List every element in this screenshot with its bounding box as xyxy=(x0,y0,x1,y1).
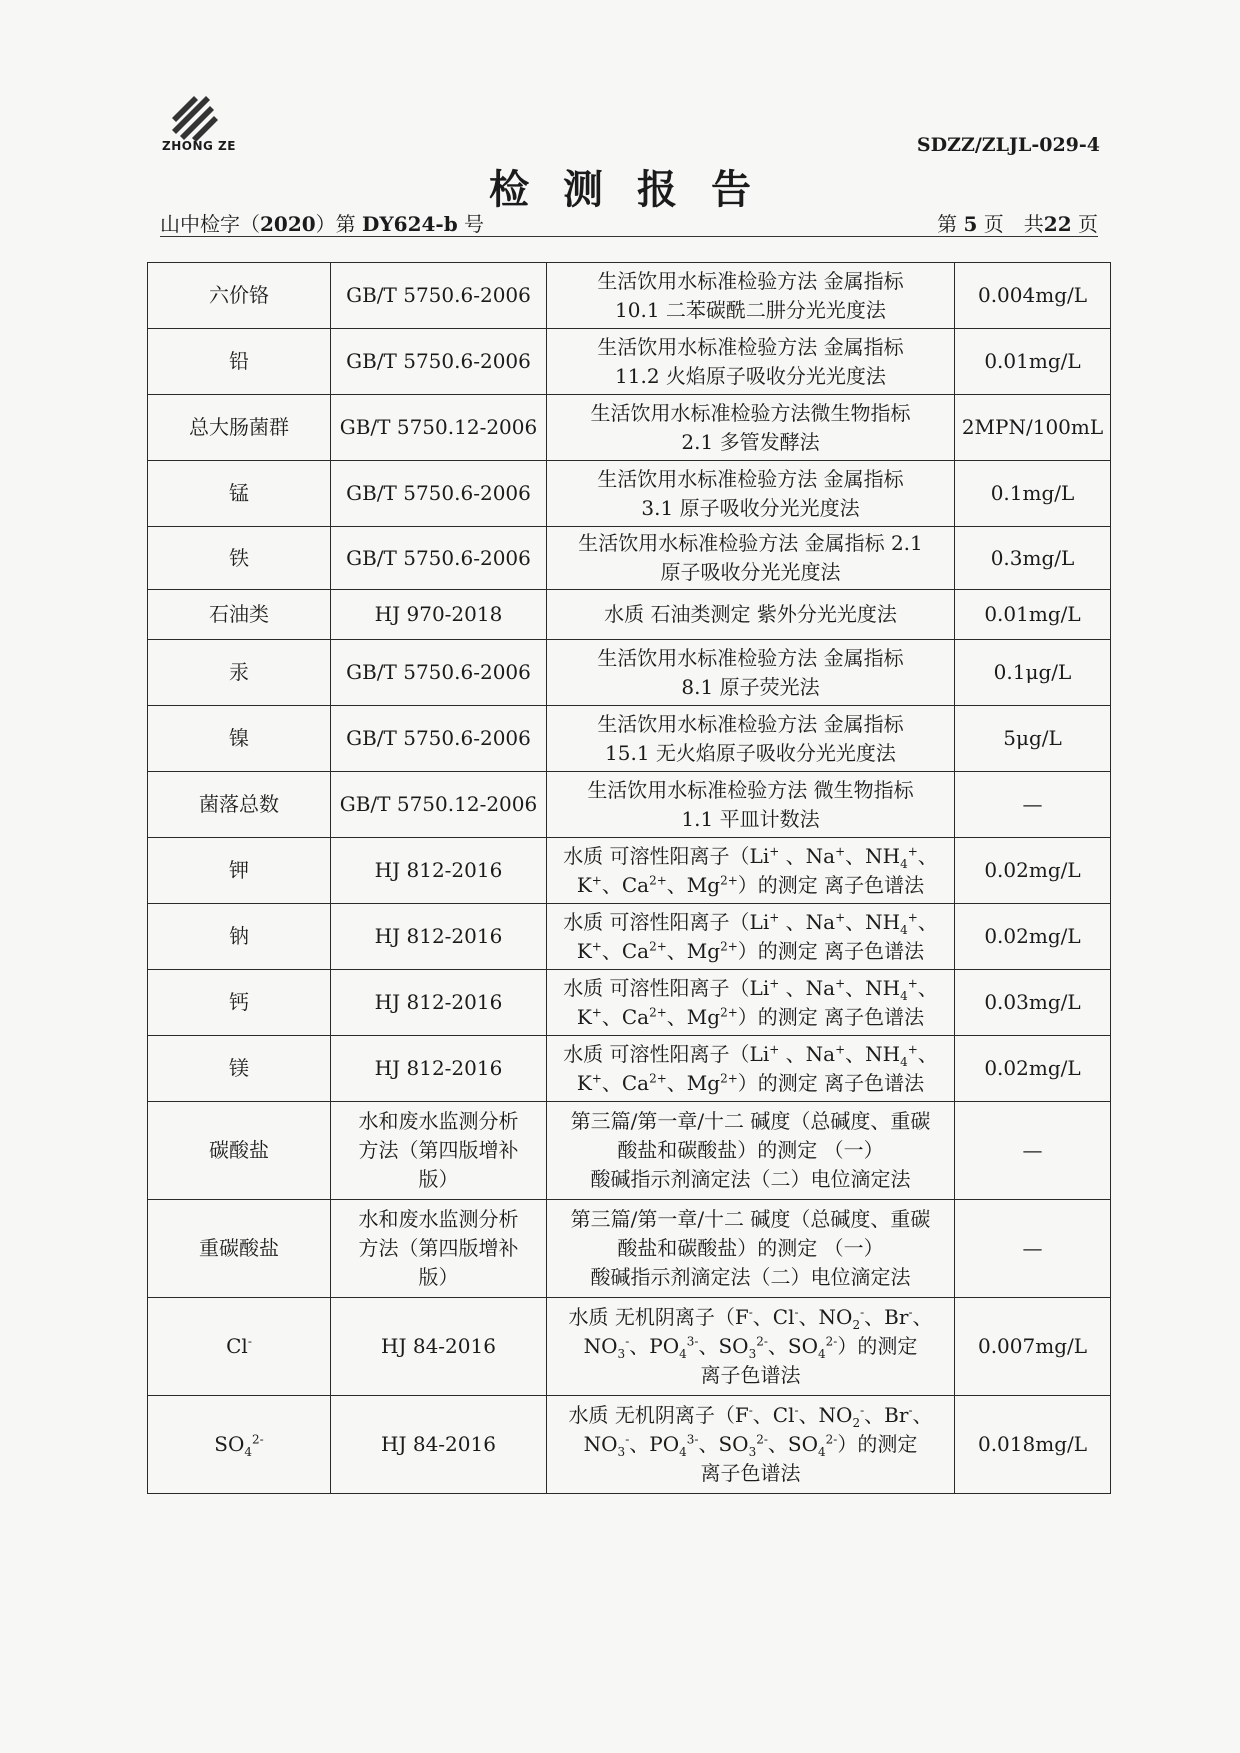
header-divider xyxy=(160,236,1098,237)
report-number: 山中检字（2020）第 DY624-b 号 xyxy=(160,212,485,236)
table-row xyxy=(148,904,1111,970)
detection-limit-cell: 0.03mg/L xyxy=(955,970,1111,1036)
test-item-cell: 镁 xyxy=(148,1036,331,1102)
standard-cell: 水和废水监测分析 方法（第四版增补 版） xyxy=(331,1200,547,1298)
test-item-cell: 重碳酸盐 xyxy=(148,1200,331,1298)
detection-limit-cell: 5μg/L xyxy=(955,706,1111,772)
standard-cell: GB/T 5750.6-2006 xyxy=(331,706,547,772)
standard-cell: HJ 812-2016 xyxy=(331,904,547,970)
detection-limit-cell: 0.02mg/L xyxy=(955,904,1111,970)
detection-limit-cell: — xyxy=(955,772,1111,838)
test-item-cell: 铅 xyxy=(148,329,331,395)
detection-limit-cell: 0.3mg/L xyxy=(955,527,1111,590)
standard-cell: GB/T 5750.12-2006 xyxy=(331,395,547,461)
detection-limit-cell: 0.018mg/L xyxy=(955,1396,1111,1494)
test-item-cell: 锰 xyxy=(148,461,331,527)
test-item-cell: 总大肠菌群 xyxy=(148,395,331,461)
method-cell: 水质 可溶性阳离子（Li+ 、Na+、$NH_4^+$、 K+、$Ca^{2+}$、$Mg^{2+}$）的测定 离子色谱法 xyxy=(547,1036,955,1102)
standard-cell: GB/T 5750.6-2006 xyxy=(331,461,547,527)
method-cell: 生活饮用水标准检验方法 金属指标 3.1 原子吸收分光光度法 xyxy=(547,461,955,527)
method-cell: 生活饮用水标准检验方法微生物指标 2.1 多管发酵法 xyxy=(547,395,955,461)
method-cell: 水质 石油类测定 紫外分光光度法 xyxy=(547,590,955,640)
test-item-cell: 六价铬 xyxy=(148,263,331,329)
method-cell: 水质 可溶性阳离子（Li+ 、Na+、$NH_4^+$、 K+、$Ca^{2+}$、$Mg^{2+}$）的测定 离子色谱法 xyxy=(547,904,955,970)
method-cell: 水质 无机阴离子（F-、Cl-、$NO_2^-$、Br-、 $NO_3^-$、$PO_4^{3-}$、$SO_3^{2-}$、$SO_4^{2-}$）的测定 离子色谱法 xyxy=(547,1396,955,1494)
standard-cell: GB/T 5750.6-2006 xyxy=(331,527,547,590)
detection-limit-cell: 0.01mg/L xyxy=(955,329,1111,395)
method-cell: 生活饮用水标准检验方法 微生物指标 1.1 平皿计数法 xyxy=(547,772,955,838)
page-indicator: 第 5 页 共22 页 xyxy=(937,212,1098,236)
method-cell: 生活饮用水标准检验方法 金属指标 10.1 二苯碳酰二肼分光光度法 xyxy=(547,263,955,329)
logo-text: ZHONG ZE xyxy=(162,139,236,153)
document-code: SDZZ/ZLJL-029-4 xyxy=(916,134,1100,156)
method-cell: 水质 可溶性阳离子（Li+ 、Na+、$NH_4^+$、 K+、$Ca^{2+}$、$Mg^{2+}$）的测定 离子色谱法 xyxy=(547,838,955,904)
test-item-cell: 钾 xyxy=(148,838,331,904)
page-title: 检测报告 xyxy=(489,166,785,213)
standard-cell: HJ 970-2018 xyxy=(331,590,547,640)
detection-limit-cell: 0.02mg/L xyxy=(955,1036,1111,1102)
standard-cell: HJ 812-2016 xyxy=(331,1036,547,1102)
method-cell: 生活饮用水标准检验方法 金属指标 2.1 原子吸收分光光度法 xyxy=(547,527,955,590)
standard-cell: HJ 84-2016 xyxy=(331,1298,547,1396)
test-item-cell: 钠 xyxy=(148,904,331,970)
detection-limit-cell: 0.02mg/L xyxy=(955,838,1111,904)
table-row xyxy=(148,838,1111,904)
detection-limit-cell: — xyxy=(955,1200,1111,1298)
standard-cell: HJ 84-2016 xyxy=(331,1396,547,1494)
method-cell: 水质 可溶性阳离子（Li+ 、Na+、$NH_4^+$、 K+、$Ca^{2+}$、$Mg^{2+}$）的测定 离子色谱法 xyxy=(547,970,955,1036)
test-methods-table xyxy=(147,262,1111,1494)
table-row xyxy=(148,1036,1111,1102)
method-cell: 生活饮用水标准检验方法 金属指标 8.1 原子荧光法 xyxy=(547,640,955,706)
table-row xyxy=(148,263,1111,329)
standard-cell: GB/T 5750.6-2006 xyxy=(331,640,547,706)
test-item-cell: 汞 xyxy=(148,640,331,706)
test-item-cell: 菌落总数 xyxy=(148,772,331,838)
standard-cell: HJ 812-2016 xyxy=(331,838,547,904)
test-item-cell: 石油类 xyxy=(148,590,331,640)
standard-cell: GB/T 5750.12-2006 xyxy=(331,772,547,838)
table-row xyxy=(148,1102,1111,1200)
table-row xyxy=(148,640,1111,706)
table-row xyxy=(148,590,1111,640)
detection-limit-cell: 0.004mg/L xyxy=(955,263,1111,329)
detection-limit-cell: 2MPN/100mL xyxy=(955,395,1111,461)
detection-limit-cell: 0.007mg/L xyxy=(955,1298,1111,1396)
method-cell: 生活饮用水标准检验方法 金属指标 15.1 无火焰原子吸收分光光度法 xyxy=(547,706,955,772)
test-item-cell: 碳酸盐 xyxy=(148,1102,331,1200)
standard-cell: 水和废水监测分析 方法（第四版增补 版） xyxy=(331,1102,547,1200)
table-row xyxy=(148,1396,1111,1494)
table-row xyxy=(148,329,1111,395)
test-item-cell: 钙 xyxy=(148,970,331,1036)
table-row xyxy=(148,706,1111,772)
standard-cell: GB/T 5750.6-2006 xyxy=(331,263,547,329)
table-row xyxy=(148,395,1111,461)
method-cell: 第三篇/第一章/十二 碱度（总碱度、重碳 酸盐和碳酸盐）的测定 （一） 酸碱指示剂滴定法（二）电位滴定法 xyxy=(547,1200,955,1298)
detection-limit-cell: 0.01mg/L xyxy=(955,590,1111,640)
method-cell: 生活饮用水标准检验方法 金属指标 11.2 火焰原子吸收分光光度法 xyxy=(547,329,955,395)
test-item-cell: Cl- xyxy=(148,1298,331,1396)
detection-limit-cell: — xyxy=(955,1102,1111,1200)
table-row xyxy=(148,461,1111,527)
table-row xyxy=(148,1200,1111,1298)
table-row xyxy=(148,970,1111,1036)
detection-limit-cell: 0.1mg/L xyxy=(955,461,1111,527)
test-item-cell: 铁 xyxy=(148,527,331,590)
standard-cell: HJ 812-2016 xyxy=(331,970,547,1036)
standard-cell: GB/T 5750.6-2006 xyxy=(331,329,547,395)
detection-limit-cell: 0.1μg/L xyxy=(955,640,1111,706)
method-cell: 第三篇/第一章/十二 碱度（总碱度、重碳 酸盐和碳酸盐）的测定 （一） 酸碱指示剂滴定法（二）电位滴定法 xyxy=(547,1102,955,1200)
table-row xyxy=(148,772,1111,838)
method-cell: 水质 无机阴离子（F-、Cl-、$NO_2^-$、Br-、 $NO_3^-$、$PO_4^{3-}$、$SO_3^{2-}$、$SO_4^{2-}$）的测定 离子色谱法 xyxy=(547,1298,955,1396)
table-row xyxy=(148,527,1111,590)
test-item-cell: $SO_4^{2-}$ xyxy=(148,1396,331,1494)
table-row xyxy=(148,1298,1111,1396)
test-item-cell: 镍 xyxy=(148,706,331,772)
